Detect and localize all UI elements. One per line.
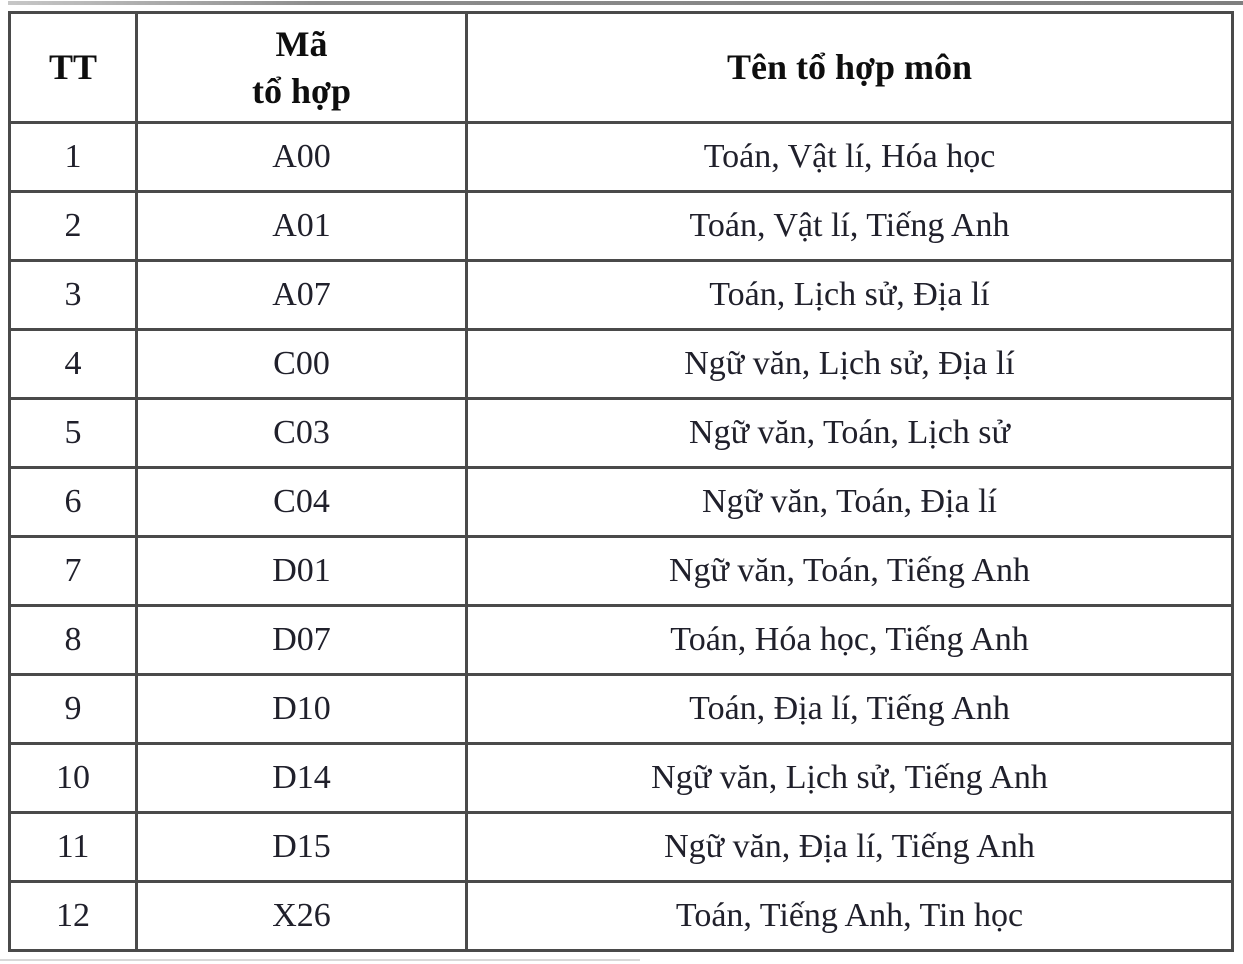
cell-tt: 4	[10, 330, 137, 399]
table-row	[10, 330, 1233, 399]
cell-tt: 2	[10, 192, 137, 261]
scan-edge-artifact-bottom	[0, 959, 640, 961]
cell-code: C03	[137, 399, 467, 468]
cell-subjects: Toán, Lịch sử, Địa lí	[467, 261, 1233, 330]
cell-code: D07	[137, 606, 467, 675]
cell-subjects: Ngữ văn, Địa lí, Tiếng Anh	[467, 813, 1233, 882]
cell-tt: 1	[10, 123, 137, 192]
header-row	[10, 13, 1233, 123]
cell-code: A01	[137, 192, 467, 261]
cell-tt: 9	[10, 675, 137, 744]
cell-subjects: Ngữ văn, Lịch sử, Tiếng Anh	[467, 744, 1233, 813]
table-row	[10, 882, 1233, 951]
header-cell-subjects	[467, 13, 1233, 123]
table-row	[10, 813, 1233, 882]
cell-subjects: Ngữ văn, Toán, Lịch sử	[467, 399, 1233, 468]
header-label-code-line1: Mã	[275, 23, 328, 64]
cell-code: D15	[137, 813, 467, 882]
table-row	[10, 537, 1233, 606]
scan-edge-artifact-top	[8, 1, 1243, 5]
cell-tt: 7	[10, 537, 137, 606]
cell-code: X26	[137, 882, 467, 951]
cell-code: A00	[137, 123, 467, 192]
cell-code: D01	[137, 537, 467, 606]
cell-code: C04	[137, 468, 467, 537]
cell-tt: 11	[10, 813, 137, 882]
header-label-code-line2: tổ hợp	[252, 70, 351, 111]
table-row	[10, 123, 1233, 192]
cell-tt: 5	[10, 399, 137, 468]
header-cell-tt	[10, 13, 137, 123]
cell-subjects: Toán, Tiếng Anh, Tin học	[467, 882, 1233, 951]
cell-subjects: Ngữ văn, Toán, Tiếng Anh	[467, 537, 1233, 606]
table-row	[10, 744, 1233, 813]
cell-tt: 6	[10, 468, 137, 537]
cell-tt: 12	[10, 882, 137, 951]
table-row	[10, 399, 1233, 468]
cell-subjects: Toán, Vật lí, Hóa học	[467, 123, 1233, 192]
table-row	[10, 675, 1233, 744]
cell-subjects: Ngữ văn, Lịch sử, Địa lí	[467, 330, 1233, 399]
table-row	[10, 606, 1233, 675]
cell-tt: 3	[10, 261, 137, 330]
table-row	[10, 261, 1233, 330]
table-row	[10, 468, 1233, 537]
cell-code: D10	[137, 675, 467, 744]
header-label-subjects: Tên tổ hợp môn	[727, 47, 972, 88]
header-label-tt: TT	[48, 47, 98, 88]
cell-subjects: Toán, Hóa học, Tiếng Anh	[467, 606, 1233, 675]
cell-subjects: Ngữ văn, Toán, Địa lí	[467, 468, 1233, 537]
cell-code: C00	[137, 330, 467, 399]
cell-tt: 8	[10, 606, 137, 675]
table-row	[10, 192, 1233, 261]
cell-tt: 10	[10, 744, 137, 813]
cell-subjects: Toán, Địa lí, Tiếng Anh	[467, 675, 1233, 744]
cell-subjects: Toán, Vật lí, Tiếng Anh	[467, 192, 1233, 261]
cell-code: D14	[137, 744, 467, 813]
header-cell-code	[137, 13, 467, 123]
subject-combination-table	[8, 11, 1234, 952]
cell-code: A07	[137, 261, 467, 330]
